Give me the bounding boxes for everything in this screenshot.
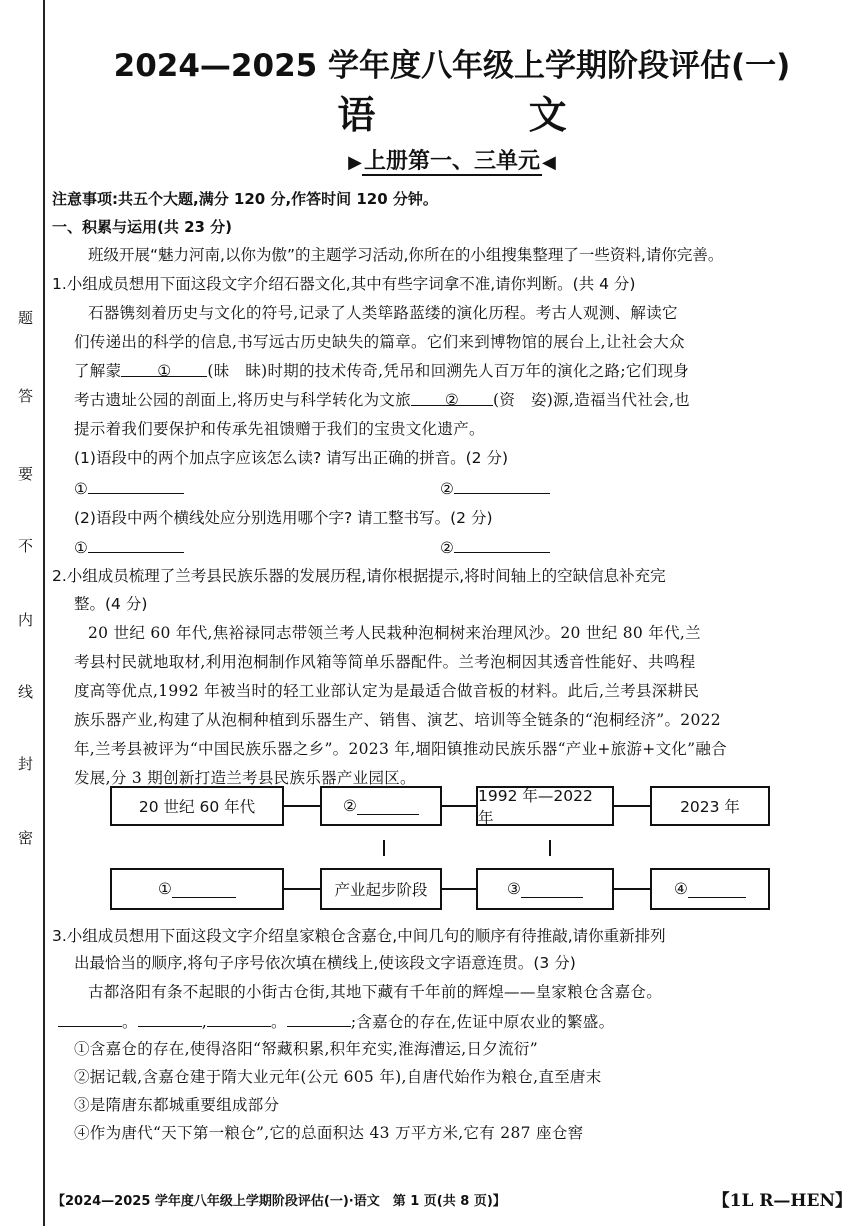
q1-blank-2[interactable]: ②	[411, 389, 493, 406]
sidebar-char: 要	[18, 465, 34, 483]
q1-text: 了解蒙	[74, 362, 122, 380]
sidebar-char: 不	[18, 537, 34, 555]
scope-banner	[52, 144, 852, 175]
timeline-box-top-2[interactable]	[320, 786, 442, 826]
q1-subquestion-1: (1)语段中的两个加点字应该怎么读? 请写出正确的拼音。(2 分)	[74, 449, 508, 467]
triangle-left-icon: ◀	[542, 152, 556, 173]
answer-label: ①	[74, 539, 88, 557]
q2-stem: 整。(4 分)	[74, 595, 148, 613]
q1-para-line: 石器镌刻着历史与文化的符号,记录了人类筚路蓝缕的演化历程。考古人观测、解读它	[88, 304, 678, 322]
q1-text: (昧 眛)时期的技术传奇,凭吊和回溯先人百万年的演化之路;它们现身	[207, 362, 690, 380]
q3-blank-3[interactable]	[207, 1010, 271, 1027]
answer-blank[interactable]	[88, 536, 184, 553]
q2-para-line: 发展,分 3 期创新打造兰考县民族乐器产业园区。	[74, 769, 416, 787]
answer-label: ①	[74, 480, 88, 498]
timeline-box-bottom-3[interactable]	[476, 868, 614, 910]
q1-para-line	[52, 389, 867, 411]
timeline-connector	[614, 888, 650, 890]
exam-page	[52, 0, 852, 1226]
q1-2-answer-1	[74, 536, 474, 559]
timeline-connector	[442, 888, 476, 890]
sidebar-char: 密	[18, 829, 34, 847]
q1-para-line: 提示着我们要保护和传承先祖馈赠于我们的宝贵文化遗产。	[74, 420, 485, 438]
timeline-box-bottom-2: 产业起步阶段	[320, 868, 442, 910]
timeline-blank[interactable]	[357, 798, 419, 815]
timeline-blank[interactable]	[521, 881, 583, 898]
q3-para-line: 古都洛阳有条不起眼的小街古仓街,其地下藏有千年前的辉煌——皇家粮仓含嘉仓。	[88, 983, 663, 1001]
page-footer: 【2024—2025 学年度八年级上学期阶段评估(一)·语文 第 1 页(共 8 页)】	[52, 1194, 506, 1209]
exam-notes: 注意事项:共五个大题,满分 120 分,作答时间 120 分钟。	[52, 190, 438, 208]
q3-option: ③是隋唐东都城重要组成部分	[74, 1096, 280, 1114]
sidebar-char: 封	[18, 755, 34, 773]
timeline-connector	[284, 888, 320, 890]
q1-para-line	[52, 360, 867, 382]
answer-blank[interactable]	[454, 477, 550, 494]
q1-para-line: 们传递出的科学的信息,书写远古历史缺失的篇章。它们来到博物馆的展台上,让社会大众	[74, 333, 685, 351]
q3-tail-text: ;含嘉仓的存在,佐证中原农业的繁盛。	[350, 1013, 615, 1031]
timeline-connector	[442, 805, 476, 807]
answer-label: ②	[440, 480, 454, 498]
q3-blank-4[interactable]	[287, 1010, 351, 1027]
timeline-box-top-3: 1992 年—2022 年	[476, 786, 614, 826]
sidebar-char: 答	[18, 387, 34, 405]
q1-1-answer-2	[440, 477, 840, 500]
triangle-right-icon: ▶	[348, 152, 362, 173]
q2-para-line: 20 世纪 60 年代,焦裕禄同志带领兰考人民栽种泡桐树来治理风沙。20 世纪 80 年代,兰	[88, 624, 701, 642]
q3-blank-1[interactable]	[58, 1010, 122, 1027]
q1-blank-1[interactable]: ①	[121, 360, 207, 377]
q2-para-line: 年,兰考县被评为“中国民族乐器之乡”。2023 年,堌阳镇推动民族乐器“产业+旅游+文化”融合	[74, 740, 728, 758]
q3-stem: 出最恰当的顺序,将句子序号依次填在横线上,使该段文字语意连贯。(3 分)	[74, 954, 576, 972]
q3-order-line: 。 , 。 ;含嘉仓的存在,佐证中原农业的繁盛。	[58, 1010, 858, 1033]
timeline-connector	[614, 805, 650, 807]
section-heading: 一、积累与运用(共 23 分)	[52, 218, 233, 236]
timeline-blank[interactable]	[688, 881, 746, 898]
q2-para-line: 度高等优点,1992 年被当时的轻工业部认定为是最适合做音板的材料。此后,兰考县深耕民	[74, 682, 700, 700]
paper-code: 【1L R—HEN】	[712, 1191, 852, 1211]
q1-text: (资 姿)源,造福当代社会,也	[493, 391, 690, 409]
q3-stem: 3.小组成员想用下面这段文字介绍皇家粮仓含嘉仓,中间几句的顺序有待推敲,请你重新排列	[52, 927, 666, 945]
timeline-vertical-connector	[549, 840, 551, 856]
timeline-box-bottom-4[interactable]	[650, 868, 770, 910]
q2-para-line: 考县村民就地取材,利用泡桐制作风箱等简单乐器配件。兰考泡桐因其透音性能好、共鸣程	[74, 653, 696, 671]
sidebar-char: 线	[18, 683, 34, 701]
sidebar-char: 内	[18, 611, 34, 629]
timeline-connector	[284, 805, 320, 807]
q3-option: ①含嘉仓的存在,使得洛阳“帑藏积累,积年充实,淮海漕运,日夕流衍”	[74, 1040, 538, 1058]
timeline-label: ④	[674, 880, 688, 898]
timeline-box-top-1: 20 世纪 60 年代	[110, 786, 284, 826]
timeline-label: ②	[343, 797, 357, 815]
q2-stem: 2.小组成员梳理了兰考县民族乐器的发展历程,请你根据提示,将时间轴上的空缺信息补充完	[52, 567, 666, 585]
q1-text: 考古遗址公园的剖面上,将历史与科学转化为文旅	[74, 391, 412, 409]
q3-blank-2[interactable]	[138, 1010, 202, 1027]
q3-option: ④作为唐代“天下第一粮仓”,它的总面积达 43 万平方米,它有 287 座仓窖	[74, 1124, 584, 1142]
answer-label: ②	[440, 539, 454, 557]
q2-para-line: 族乐器产业,构建了从泡桐种植到乐器生产、销售、演艺、培训等全链条的“泡桐经济”。2022	[74, 711, 721, 729]
q1-1-answer-1	[74, 477, 474, 500]
binding-line	[43, 0, 45, 1226]
subject-title: 语 文	[337, 93, 637, 137]
binding-sidebar	[0, 0, 48, 1226]
answer-blank[interactable]	[454, 536, 550, 553]
q1-subquestion-2: (2)语段中两个横线处应分别选用哪个字? 请工整书写。(2 分)	[74, 509, 493, 527]
timeline-box-bottom-1[interactable]	[110, 868, 284, 910]
timeline-label: ①	[158, 880, 172, 898]
timeline-blank[interactable]	[172, 881, 236, 898]
scope-label: 上册第一、三单元	[363, 149, 540, 174]
q3-option: ②据记载,含嘉仓建于隋大业元年(公元 605 年),自唐代始作为粮仓,直至唐末	[74, 1068, 602, 1086]
timeline-vertical-connector	[383, 840, 385, 856]
sidebar-char: 题	[18, 309, 34, 327]
section-intro: 班级开展“魅力河南,以你为傲”的主题学习活动,你所在的小组搜集整理了一些资料,请你完善。	[88, 246, 724, 264]
q1-stem: 1.小组成员想用下面这段文字介绍石器文化,其中有些字词拿不准,请你判断。(共 4 分)	[52, 275, 636, 293]
timeline-label: ③	[507, 880, 521, 898]
q1-2-answer-2	[440, 536, 840, 559]
exam-title: 2024—2025 学年度八年级上学期阶段评估(一)	[113, 48, 791, 84]
answer-blank[interactable]	[88, 477, 184, 494]
timeline-box-top-4: 2023 年	[650, 786, 770, 826]
